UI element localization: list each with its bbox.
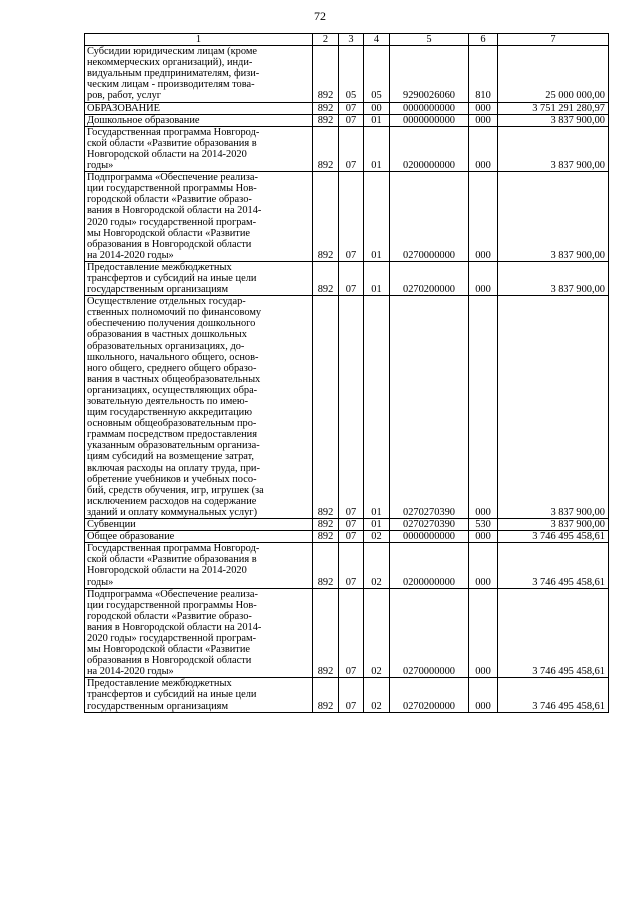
row-description-text: Подпрограмма «Обеспечение реализа- ции государственной программы Нов- городской области «Развитие образо- вания в Новгородской области на 2014- 2020 годы» государственной програм- мы Новгородской области «Развитие образования в Новгородской области на 2014-2020 годы» (87, 588, 262, 678)
col-section: 07 (339, 126, 364, 171)
col-admin-code: 892 (313, 126, 339, 171)
col-admin-code: 892 (313, 102, 339, 114)
row-description-text: Подпрограмма «Обеспечение реализа- ции государственной программы Нов- городской области «Развитие образо- вания в Новгородской области на 2014- 2020 годы» государственной програм- мы Новгородской области «Развитие образования в Новгородской области на 2014-2020 годы» (87, 172, 262, 261)
row-description-text: ОБРАЗОВАНИЕ (87, 102, 161, 114)
row-description-text: Предоставление межбюджетных трансфертов и субсидий на иные цели государственным организациям (87, 261, 257, 296)
header-cell: 6 (469, 34, 498, 46)
col-admin-code: 892 (313, 261, 339, 295)
col-subsection: 02 (364, 588, 390, 678)
col-expense-type: 000 (469, 678, 498, 712)
table-row (85, 172, 609, 262)
row-description-text: Субсидии юридическим лицам (кроме некоммерческих организаций), инди- видуальным предпринимателям, физи- ческим лицам - производителям това- ров, работ, услуг (87, 46, 260, 102)
col-subsection: 01 (364, 261, 390, 295)
table-row (85, 678, 609, 712)
col-amount: 3 837 900,00 (498, 114, 609, 126)
col-target-article: 0000000000 (390, 114, 469, 126)
col-subsection: 01 (364, 519, 390, 531)
col-section: 07 (339, 102, 364, 114)
row-description-text: Общее образование (87, 531, 175, 543)
col-target-article: 0200000000 (390, 126, 469, 171)
col-expense-type: 000 (469, 126, 498, 171)
header-cell: 1 (85, 34, 313, 46)
col-target-article: 0270270390 (390, 519, 469, 531)
col-expense-type: 000 (469, 543, 498, 588)
col-section: 07 (339, 543, 364, 588)
col-amount: 3 837 900,00 (498, 296, 609, 519)
col-admin-code: 892 (313, 678, 339, 712)
col-amount: 3 746 495 458,61 (498, 531, 609, 543)
header-cell: 3 (339, 34, 364, 46)
row-description (85, 46, 313, 102)
col-target-article: 0000000000 (390, 531, 469, 543)
col-amount: 3 837 900,00 (498, 519, 609, 531)
page-number: 72 (314, 9, 326, 23)
budget-table (84, 33, 609, 713)
col-subsection: 05 (364, 46, 390, 102)
row-description-text: Государственная программа Новгород- ской области «Развитие образования в Новгородской области на 2014-2020 годы» (87, 543, 260, 588)
header-cell: 2 (313, 34, 339, 46)
col-admin-code: 892 (313, 114, 339, 126)
col-amount: 3 837 900,00 (498, 126, 609, 171)
row-description (85, 126, 313, 171)
row-description (85, 543, 313, 588)
table-header-row (85, 34, 609, 46)
col-amount: 3 746 495 458,61 (498, 588, 609, 678)
col-admin-code: 892 (313, 543, 339, 588)
col-expense-type: 000 (469, 114, 498, 126)
row-description (85, 172, 313, 262)
col-amount: 3 746 495 458,61 (498, 678, 609, 712)
col-section: 05 (339, 46, 364, 102)
header-cell: 5 (390, 34, 469, 46)
row-description (85, 296, 313, 519)
col-admin-code: 892 (313, 588, 339, 678)
row-description-text: Осуществление отдельных государ- ственных полномочий по финансовому обеспечению получения дошкольного образования в частных дошкольных образовательных организациях, до- школьного, начального общего, основ- ного общего, среднего общего образо- вания в частных общеобразовательных организациях, осуществляющих обра- зовательную деятельность по имею- щим государственную аккредитацию основным общеобразовательным про- граммам посредством предоставления указанным образовательным организа- циям субсидий на возмещение затрат, включая расходы на оплату труда, при- обретение учебников и учебных посо- бий, средств обучения, игр, игрушек (за исключением расходов на содержание зданий и оплату коммунальных услуг) (87, 296, 264, 518)
col-subsection: 02 (364, 543, 390, 588)
col-expense-type: 000 (469, 588, 498, 678)
col-target-article: 0270000000 (390, 588, 469, 678)
table-row (85, 296, 609, 519)
col-amount: 3 837 900,00 (498, 172, 609, 262)
col-section: 07 (339, 296, 364, 519)
col-target-article: 0270270390 (390, 296, 469, 519)
col-subsection: 02 (364, 678, 390, 712)
col-section: 07 (339, 172, 364, 262)
col-section: 07 (339, 588, 364, 678)
table-row (85, 126, 609, 171)
col-expense-type: 000 (469, 172, 498, 262)
col-admin-code: 892 (313, 519, 339, 531)
row-description (85, 678, 313, 712)
table-row (85, 588, 609, 678)
col-expense-type: 810 (469, 46, 498, 102)
header-cell: 4 (364, 34, 390, 46)
row-description-text: Дошкольное образование (87, 114, 200, 126)
header-cell: 7 (498, 34, 609, 46)
table-row (85, 543, 609, 588)
col-admin-code: 892 (313, 172, 339, 262)
col-target-article: 9290026060 (390, 46, 469, 102)
row-description (85, 519, 313, 531)
row-description (85, 261, 313, 295)
table-row (85, 261, 609, 295)
col-target-article: 0270200000 (390, 261, 469, 295)
col-target-article: 0200000000 (390, 543, 469, 588)
col-amount: 3 837 900,00 (498, 261, 609, 295)
col-admin-code: 892 (313, 296, 339, 519)
col-target-article: 0270200000 (390, 678, 469, 712)
table-row (85, 102, 609, 114)
row-description-text: Предоставление межбюджетных трансфертов и субсидий на иные цели государственным организациям (87, 678, 257, 712)
table-row (85, 531, 609, 543)
col-expense-type: 000 (469, 531, 498, 543)
row-description (85, 114, 313, 126)
col-expense-type: 000 (469, 296, 498, 519)
table-row (85, 46, 609, 102)
row-description (85, 588, 313, 678)
col-section: 07 (339, 114, 364, 126)
col-subsection: 02 (364, 531, 390, 543)
col-amount: 25 000 000,00 (498, 46, 609, 102)
col-admin-code: 892 (313, 46, 339, 102)
col-section: 07 (339, 531, 364, 543)
col-subsection: 00 (364, 102, 390, 114)
row-description-text: Субвенции (87, 519, 136, 531)
col-amount: 3 751 291 280,97 (498, 102, 609, 114)
col-expense-type: 000 (469, 102, 498, 114)
col-target-article: 0270000000 (390, 172, 469, 262)
col-section: 07 (339, 519, 364, 531)
col-amount: 3 746 495 458,61 (498, 543, 609, 588)
col-expense-type: 000 (469, 261, 498, 295)
col-expense-type: 530 (469, 519, 498, 531)
col-subsection: 01 (364, 172, 390, 262)
row-description (85, 531, 313, 543)
col-target-article: 0000000000 (390, 102, 469, 114)
col-subsection: 01 (364, 126, 390, 171)
col-section: 07 (339, 678, 364, 712)
col-admin-code: 892 (313, 531, 339, 543)
col-subsection: 01 (364, 296, 390, 519)
table-row (85, 114, 609, 126)
col-section: 07 (339, 261, 364, 295)
row-description-text: Государственная программа Новгород- ской области «Развитие образования в Новгородской области на 2014-2020 годы» (87, 126, 260, 172)
row-description (85, 102, 313, 114)
table-row (85, 519, 609, 531)
col-subsection: 01 (364, 114, 390, 126)
